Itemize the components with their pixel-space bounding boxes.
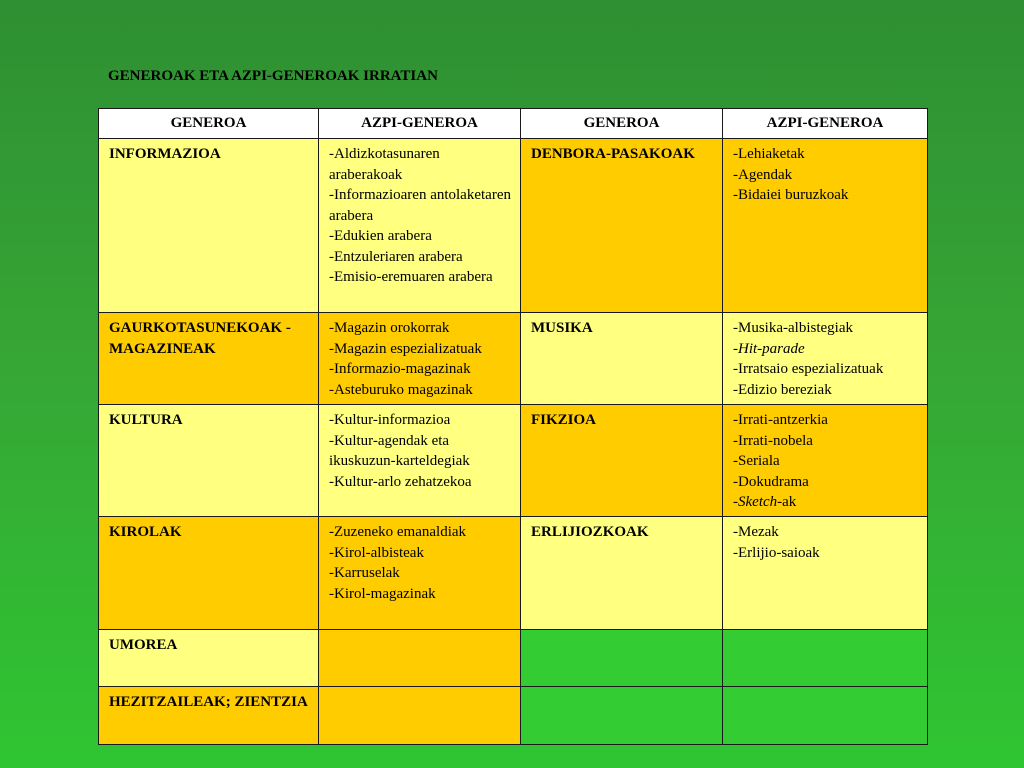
subgenre-item: -Asteburuko magazinak (329, 381, 473, 398)
subgenre-item: -Bidaiei buruzkoak (733, 187, 849, 203)
table-row (99, 517, 928, 630)
table-row (99, 313, 928, 405)
subgenre-item: -Kultur-arlo zehatzekoa (329, 473, 472, 490)
subgenre-item-prefix: - (733, 340, 738, 357)
genre-cell: INFORMAZIOA (99, 139, 319, 313)
genre-cell: HEZITZAILEAK; ZIENTZIA (99, 687, 319, 745)
subgenre-cell (319, 517, 521, 630)
subgenre-item-prefix: - (733, 494, 738, 510)
subgenre-item: -Irratsaio espezializatuak (733, 361, 884, 377)
subgenre-item: -Seriala (733, 453, 780, 469)
table-row (99, 630, 928, 687)
subgenre-cell (319, 313, 521, 405)
table-row (99, 405, 928, 517)
subgenre-item: -Emisio-eremuaren arabera (329, 269, 493, 285)
header-subgenre-2: AZPI-GENEROA (723, 109, 928, 139)
genre-cell: KULTURA (99, 405, 319, 517)
subgenre-item: -Aldizkotasunaren araberakoak (329, 146, 440, 183)
genre-cell: UMOREA (99, 630, 319, 687)
subgenre-item: -Zuzeneko emanaldiak (329, 524, 467, 540)
subgenre-cell (319, 139, 521, 313)
genre-cell: FIKZIOA (521, 405, 723, 517)
subgenre-item-italic: Hit-parade (738, 340, 805, 357)
subgenre-cell (319, 405, 521, 517)
subgenre-item: -Irrati-antzerkia (733, 412, 828, 428)
subgenre-item: -Informazio-magazinak (329, 361, 471, 377)
subgenre-item: -Kirol-magazinak (329, 585, 436, 602)
table-row (99, 139, 928, 313)
subgenre-item-suffix: -ak (777, 494, 797, 510)
genre-cell: GAURKOTASUNEKOAK -MAGAZINEAK (99, 313, 319, 405)
genre-cell: KIROLAK (99, 517, 319, 630)
subgenre-item (733, 492, 921, 513)
subgenre-item (733, 339, 921, 360)
subgenre-item: -Kirol-albisteak (329, 544, 424, 561)
subgenre-cell (723, 139, 928, 313)
subgenre-item: -Kultur-agendak eta ikuskuzun-karteldegiak (329, 432, 470, 469)
subgenre-item: -Kultur-informazioa (329, 412, 451, 428)
subgenre-item-italic: Sketch (738, 494, 778, 510)
genre-cell: MUSIKA (521, 313, 723, 405)
header-genre-2: GENEROA (521, 109, 723, 139)
subgenre-item: -Irrati-nobela (733, 432, 813, 449)
subgenre-item: -Magazin espezializatuak (329, 340, 482, 357)
subgenre-item: -Entzuleriaren arabera (329, 248, 463, 265)
genre-cell: DENBORA-PASAKOAK (521, 139, 723, 313)
subgenre-item: -Edizio bereziak (733, 381, 832, 398)
subgenre-item: -Agendak (733, 166, 793, 183)
table-row (99, 687, 928, 745)
header-subgenre-1: AZPI-GENEROA (319, 109, 521, 139)
subgenre-item: -Karruselak (329, 565, 400, 581)
empty-cell (521, 687, 723, 745)
subgenre-cell (723, 313, 928, 405)
header-genre-1: GENEROA (99, 109, 319, 139)
subgenre-item: -Erlijio-saioak (733, 544, 820, 561)
subgenre-cell (723, 517, 928, 630)
subgenre-item: -Dokudrama (733, 473, 809, 490)
empty-cell (723, 687, 928, 745)
subgenre-item: -Lehiaketak (733, 146, 805, 162)
subgenre-item: -Magazin orokorrak (329, 320, 450, 336)
empty-cell (521, 630, 723, 687)
genre-cell: ERLIJIOZKOAK (521, 517, 723, 630)
genres-table (98, 108, 928, 745)
empty-cell (319, 687, 521, 745)
subgenre-cell (723, 405, 928, 517)
slide-title: GENEROAK ETA AZPI-GENEROAK IRRATIAN (108, 68, 438, 84)
empty-cell (723, 630, 928, 687)
subgenre-item: -Edukien arabera (329, 228, 432, 244)
subgenre-item: -Musika-albistegiak (733, 320, 853, 336)
header-row (99, 109, 928, 139)
subgenre-item: -Mezak (733, 524, 779, 540)
empty-cell (319, 630, 521, 687)
subgenre-item: -Informazioaren antolaketaren arabera (329, 187, 511, 224)
